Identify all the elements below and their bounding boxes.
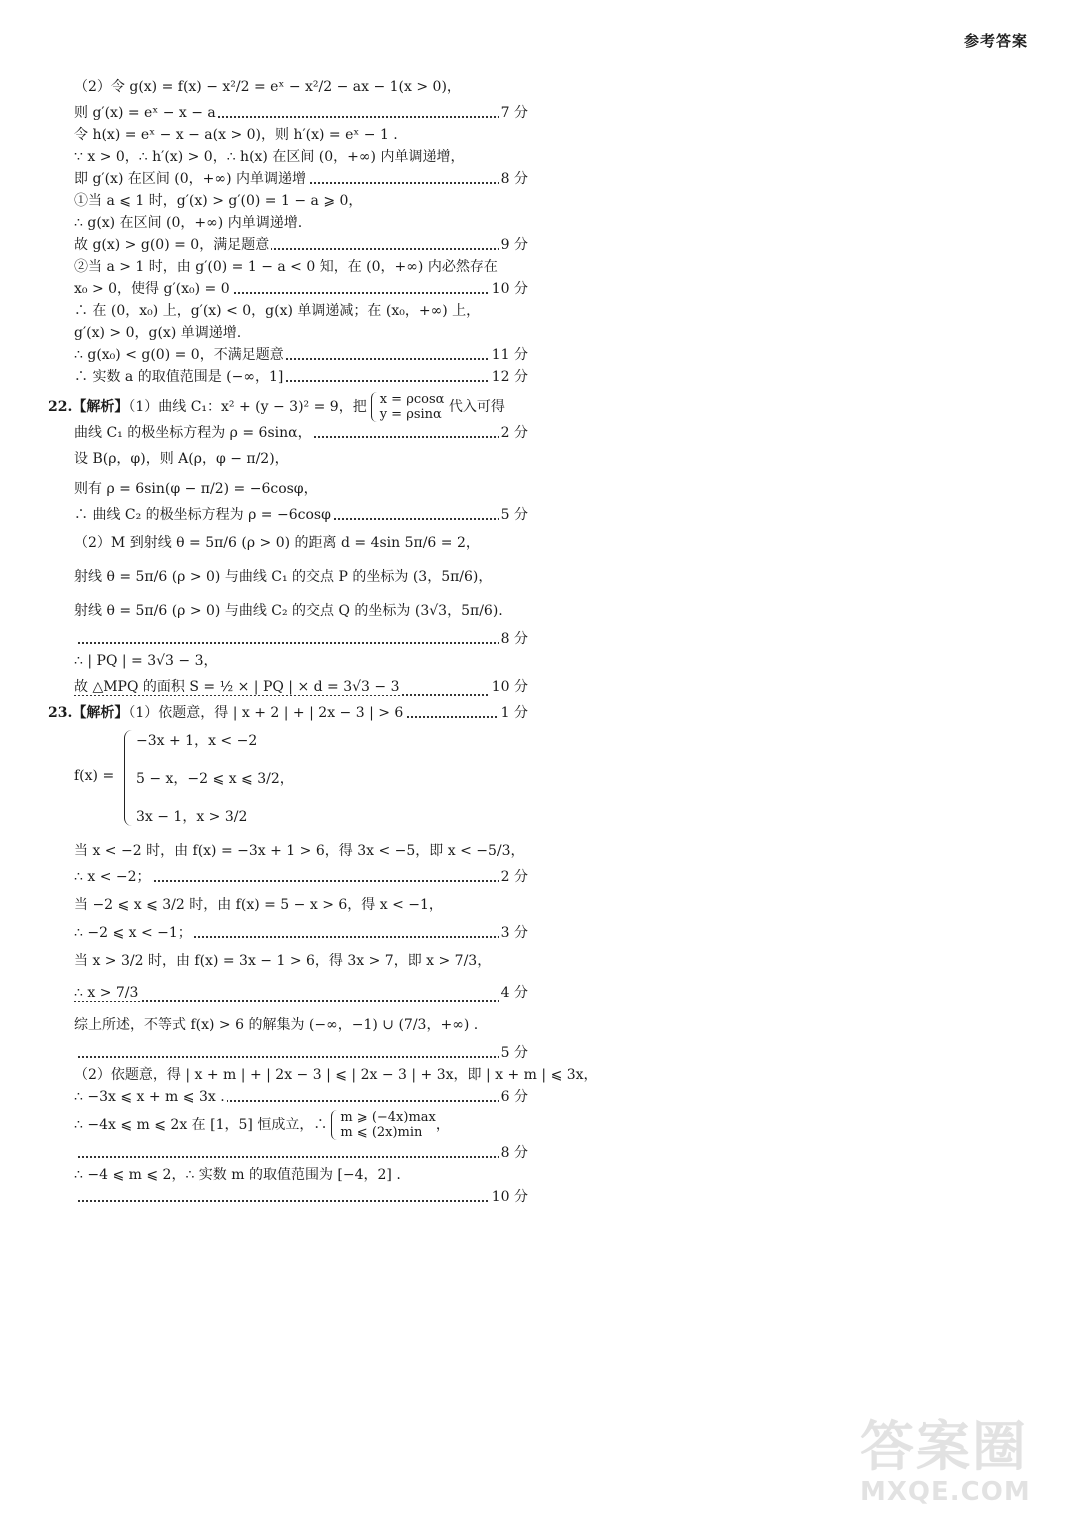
- q22-head-tail: 代入可得: [448, 399, 505, 415]
- line-text: 综上所述，不等式 f(x) > 6 的解集为 (−∞，−1) ∪ (7/3，+∞) .: [74, 1017, 479, 1033]
- q23-heading: [48, 702, 528, 724]
- score-label: 2 分: [499, 866, 528, 888]
- line-text: g′(x) > 0，g(x) 单调递增.: [74, 325, 242, 341]
- q23-condition-line: [74, 1108, 528, 1142]
- answer-line: [74, 256, 528, 278]
- q23-head-score: 1 分: [499, 702, 528, 724]
- score-label: 4 分: [499, 978, 528, 1008]
- answer-line: [74, 234, 528, 256]
- piecewise-brace: [124, 730, 133, 826]
- line-text: 曲线 C₁ 的极坐标方程为 ρ = 6sinα，: [74, 425, 312, 441]
- answer-line: [74, 190, 528, 212]
- score-label: 8 分: [499, 1142, 528, 1164]
- watermark-domain: MXQE.COM: [860, 1477, 1031, 1507]
- line-text: ∴ x > 7/3: [74, 985, 139, 1001]
- answer-line: [74, 594, 528, 628]
- line-text: 当 −2 ⩽ x ⩽ 3/2 时，由 f(x) = 5 − x > 6，得 x < −1，: [74, 897, 443, 913]
- line-text: 即 g′(x) 在区间 (0，+∞) 内单调递增: [74, 171, 306, 187]
- score-leader-dots: [74, 642, 528, 644]
- line-text: ②当 a > 1 时，由 g′(0) = 1 − a < 0 知，在 (0，+∞) 内必然存在: [74, 259, 498, 275]
- piecewise-label: f(x) =: [74, 768, 115, 784]
- line-text: [74, 631, 76, 647]
- answer-content: [48, 72, 598, 1208]
- answer-line: [74, 888, 528, 922]
- answer-line: [74, 444, 528, 474]
- line-text: 令 h(x) = eˣ − x − a(x > 0)，则 h′(x) = eˣ − 1 .: [74, 127, 398, 143]
- score-label: 5 分: [499, 1042, 528, 1064]
- answer-line: [74, 1064, 598, 1086]
- watermark-logo-text: 答案圈: [860, 1415, 1028, 1478]
- q22-system-eq2: y = ρsinα: [379, 407, 442, 422]
- line-text: ∴ g(x) 在区间 (0，+∞) 内单调递增.: [74, 215, 303, 231]
- answer-line: [74, 922, 528, 944]
- q21-part2-block: [48, 72, 528, 388]
- line-text: x₀ > 0，使得 g′(x₀) = 0: [74, 281, 230, 297]
- q23-block: [48, 836, 598, 1108]
- answer-line: [74, 672, 528, 702]
- answer-line: [74, 978, 528, 1008]
- answer-line: [74, 560, 528, 594]
- answer-line: [74, 300, 528, 322]
- answer-line: [74, 628, 528, 650]
- answer-line: [74, 146, 528, 168]
- line-text: 故 g(x) > g(0) = 0，满足题意: [74, 237, 270, 253]
- line-text: 当 x > 3/2 时，由 f(x) = 3x − 1 > 6，得 3x > 7，即 x > 7/3，: [74, 953, 492, 969]
- line-text: [74, 1189, 76, 1205]
- answer-line: [74, 322, 528, 344]
- answer-line: [74, 1164, 528, 1186]
- q23-head-text: （1）依题意，得 | x + 2 | + | 2x − 3 | > 6: [128, 705, 404, 721]
- line-text: ∴ 曲线 C₂ 的极坐标方程为 ρ = −6cosφ: [74, 507, 331, 523]
- q22-head-text: （1）曲线 C₁：x² + (y − 3)² = 9，把: [128, 399, 367, 415]
- score-label: 7 分: [499, 102, 528, 124]
- score-label: 2 分: [499, 422, 528, 444]
- answer-line: [74, 1086, 528, 1108]
- answer-line: [74, 344, 528, 366]
- line-text: （2）依题意，得 | x + m | + | 2x − 3 | ⩽ | 2x − 3 | + 3x，即 | x + m | ⩽ 3x，: [74, 1067, 598, 1083]
- line-text: ∴ x < −2；: [74, 869, 151, 885]
- line-text: ①当 a ⩽ 1 时，g′(x) > g′(0) = 1 − a ⩾ 0，: [74, 193, 363, 209]
- score-label: 5 分: [499, 504, 528, 526]
- answer-line: [74, 650, 528, 672]
- score-label: 8 分: [499, 628, 528, 650]
- line-text: ∴ −3x ⩽ x + m ⩽ 3x .: [74, 1089, 225, 1105]
- score-label: 6 分: [499, 1086, 528, 1108]
- q23-condition-2: m ⩽ (2x)min: [340, 1125, 423, 1140]
- score-label: 10 分: [490, 278, 528, 300]
- line-text: ∴ −2 ⩽ x < −1；: [74, 925, 192, 941]
- q23-number: 23.: [48, 705, 73, 721]
- piecewise-case-1: −3x + 1，x < −2: [136, 733, 258, 749]
- answer-line: [74, 866, 528, 888]
- q22-system-eq1: x = ρcosα: [379, 392, 445, 407]
- q23-tail-block: [48, 1142, 528, 1208]
- answer-line: [74, 212, 528, 234]
- line-text: 射线 θ = 5π/6 (ρ > 0) 与曲线 C₂ 的交点 Q 的坐标为 (3√3，5π/6).: [74, 603, 503, 619]
- q23-tag: 【解析】: [72, 705, 129, 721]
- line-text: ∴ 实数 a 的取值范围是 (−∞，1]: [74, 369, 284, 385]
- q23-condition-brace: [331, 1110, 338, 1140]
- q22-system-brace: [371, 392, 378, 422]
- answer-line: [74, 366, 528, 388]
- line-text: 故 △MPQ 的面积 S = ½ × | PQ | × d = 3√3 − 3: [74, 679, 400, 695]
- line-text: （2）M 到射线 θ = 5π/6 (ρ > 0) 的距离 d = 4sin 5π/6 = 2，: [74, 535, 480, 551]
- line-text: [74, 1145, 76, 1161]
- answer-line: [74, 422, 528, 444]
- line-text: 则有 ρ = 6sin(φ − π/2) = −6cosφ，: [74, 481, 318, 497]
- score-label: 10 分: [490, 1186, 528, 1208]
- score-label: 11 分: [490, 344, 528, 366]
- score-label: 10 分: [490, 672, 528, 702]
- score-leader-dots: [74, 1056, 528, 1058]
- line-text: ∴ −4 ⩽ m ⩽ 2，∴ 实数 m 的取值范围为 [−4，2] .: [74, 1167, 401, 1183]
- q22-block: [48, 422, 528, 702]
- q22-heading: [48, 392, 528, 422]
- answer-line: [74, 504, 528, 526]
- answer-line: [74, 474, 528, 504]
- answer-line: [74, 1008, 528, 1042]
- line-text: ∴ 在 (0，x₀) 上，g′(x) < 0，g(x) 单调递减；在 (x₀，+∞) 上，: [74, 303, 481, 319]
- piecewise-case-2: 5 − x，−2 ⩽ x ⩽ 3/2，: [136, 771, 294, 787]
- answer-line: [74, 1042, 528, 1064]
- line-text: ∴ | PQ | = 3√3 − 3，: [74, 653, 218, 669]
- line-text: 当 x < −2 时，由 f(x) = −3x + 1 > 6，得 3x < −5，即 x < −5/3，: [74, 843, 525, 859]
- line-text: [74, 1045, 76, 1061]
- line-text: ∴ g(x₀) < g(0) = 0，不满足题意: [74, 347, 284, 363]
- page-header-label: 参考答案: [963, 32, 1028, 50]
- q23-condition-system: [340, 1110, 436, 1140]
- q23-condition-tail: ，: [435, 1117, 450, 1133]
- score-leader-dots: [74, 1000, 528, 1002]
- score-label: 3 分: [499, 922, 528, 944]
- site-watermark: [860, 1417, 1050, 1507]
- score-leader-dots: [74, 1156, 528, 1158]
- answer-line: [74, 124, 528, 146]
- score-label: 8 分: [499, 168, 528, 190]
- q22-system: [380, 392, 445, 422]
- answer-line: [74, 1142, 528, 1164]
- answer-line: [74, 526, 528, 560]
- answer-line: [74, 168, 528, 190]
- answer-line: [74, 278, 528, 300]
- piecewise-function: [74, 728, 528, 832]
- answer-line: [74, 944, 528, 978]
- line-text: ∵ x > 0，∴ h′(x) > 0，∴ h(x) 在区间 (0，+∞) 内单调递增，: [74, 149, 465, 165]
- line-text: 射线 θ = 5π/6 (ρ > 0) 与曲线 C₁ 的交点 P 的坐标为 (3，5π/6)，: [74, 569, 493, 585]
- score-label: 9 分: [499, 234, 528, 256]
- answer-line: [74, 102, 528, 124]
- answer-line: [74, 72, 528, 102]
- score-leader-dots: [74, 1200, 528, 1202]
- line-text: （2）令 g(x) = f(x) − x²/2 = eˣ − x²/2 − ax − 1(x > 0)，: [74, 79, 461, 95]
- answer-line: [74, 1186, 528, 1208]
- line-text: 则 g′(x) = eˣ − x − a: [74, 105, 216, 121]
- q23-condition-1: m ⩾ (−4x)max: [340, 1110, 436, 1125]
- score-label: 12 分: [490, 366, 528, 388]
- answer-line: [74, 836, 528, 866]
- line-text: 设 B(ρ，φ)，则 A(ρ，φ − π/2)，: [74, 451, 289, 467]
- q23-condition-text: ∴ −4x ⩽ m ⩽ 2x 在 [1，5] 恒成立，∴: [74, 1117, 328, 1133]
- q22-tag: 【解析】: [72, 399, 129, 415]
- q22-number: 22.: [48, 399, 73, 415]
- piecewise-case-3: 3x − 1，x > 3/2: [136, 809, 248, 825]
